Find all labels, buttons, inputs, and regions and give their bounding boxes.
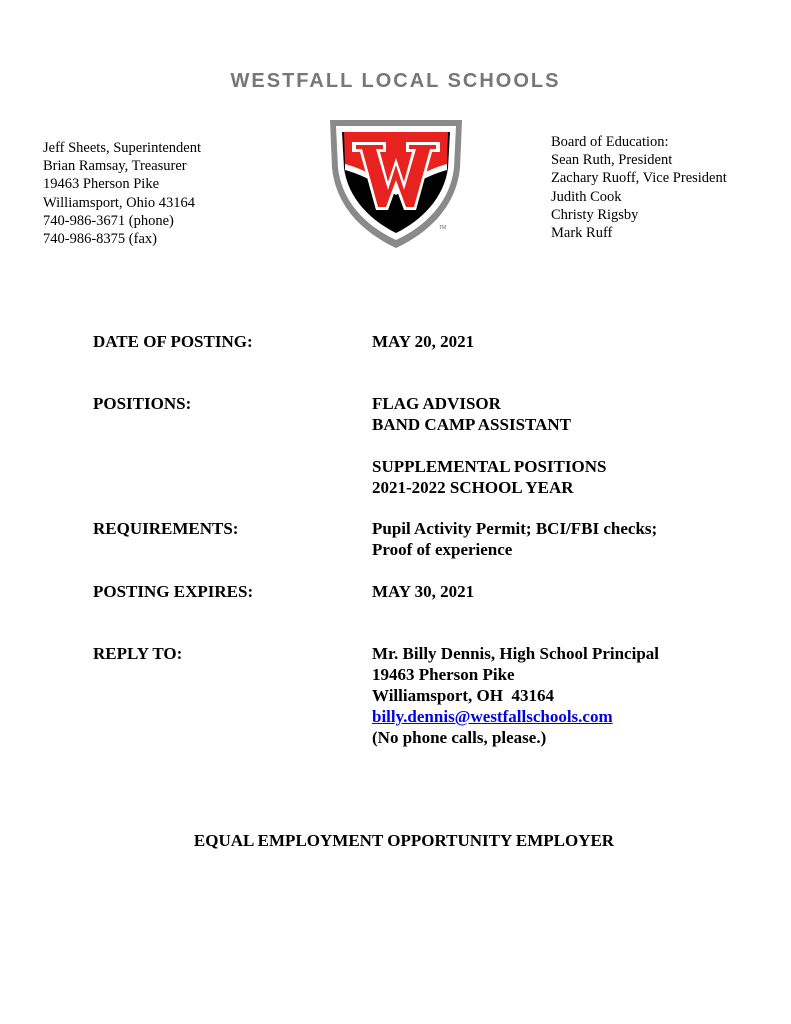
requirements-list: [372, 518, 657, 560]
positions-list: [372, 393, 571, 435]
positions-label: POSITIONS:: [93, 394, 192, 413]
reply-city: Williamsport, OH 43164: [372, 686, 554, 705]
posting-expires-value: MAY 30, 2021: [372, 582, 475, 601]
requirement-line: Pupil Activity Permit; BCI/FBI checks;: [372, 519, 658, 538]
supplemental-info: [372, 456, 606, 498]
reply-street: 19463 Pherson Pike: [372, 665, 515, 684]
posting-expires-label: POSTING EXPIRES:: [93, 582, 254, 601]
reply-email-link[interactable]: billy.dennis@westfallschools.com: [372, 707, 613, 726]
eeo-statement: EQUAL EMPLOYMENT OPPORTUNITY EMPLOYER: [193, 831, 615, 850]
district-contact-block: [43, 139, 201, 248]
westfall-w-shield-logo: [328, 118, 464, 250]
superintendent-line: Jeff Sheets, Superintendent: [43, 140, 201, 156]
street-line: 19463 Pherson Pike: [43, 176, 159, 193]
date-of-posting-value: MAY 20, 2021: [372, 332, 475, 351]
school-name: WESTFALL LOCAL SCHOOLS: [230, 70, 561, 92]
date-of-posting-label: DATE OF POSTING:: [93, 332, 253, 351]
fax-line: 740-986-8375 (fax): [43, 231, 157, 248]
position-item: BAND CAMP ASSISTANT: [372, 415, 572, 434]
reply-to-address: [372, 643, 659, 748]
board-of-education-block: [551, 133, 727, 242]
school-year-line: 2021-2022 SCHOOL YEAR: [372, 478, 574, 497]
requirements-label: REQUIREMENTS:: [93, 519, 239, 538]
board-heading: Board of Education:: [551, 134, 669, 150]
position-item: FLAG ADVISOR: [372, 394, 501, 413]
logo-trademark: TM: [439, 225, 447, 231]
board-member: Mark Ruff: [551, 225, 613, 242]
supplemental-line: SUPPLEMENTAL POSITIONS: [372, 457, 607, 476]
board-member: Zachary Ruoff, Vice President: [551, 170, 727, 187]
reply-note: (No phone calls, please.): [372, 728, 547, 747]
reply-to-label: REPLY TO:: [93, 644, 183, 663]
reply-name: Mr. Billy Dennis, High School Principal: [372, 644, 659, 663]
requirement-line: Proof of experience: [372, 540, 513, 559]
board-member: Judith Cook: [551, 188, 622, 205]
board-member: Christy Rigsby: [551, 206, 639, 223]
city-line: Williamsport, Ohio 43164: [43, 194, 196, 211]
treasurer-line: Brian Ramsay, Treasurer: [43, 158, 187, 175]
board-member: Sean Ruth, President: [551, 152, 673, 169]
phone-line: 740-986-3671 (phone): [43, 212, 174, 229]
